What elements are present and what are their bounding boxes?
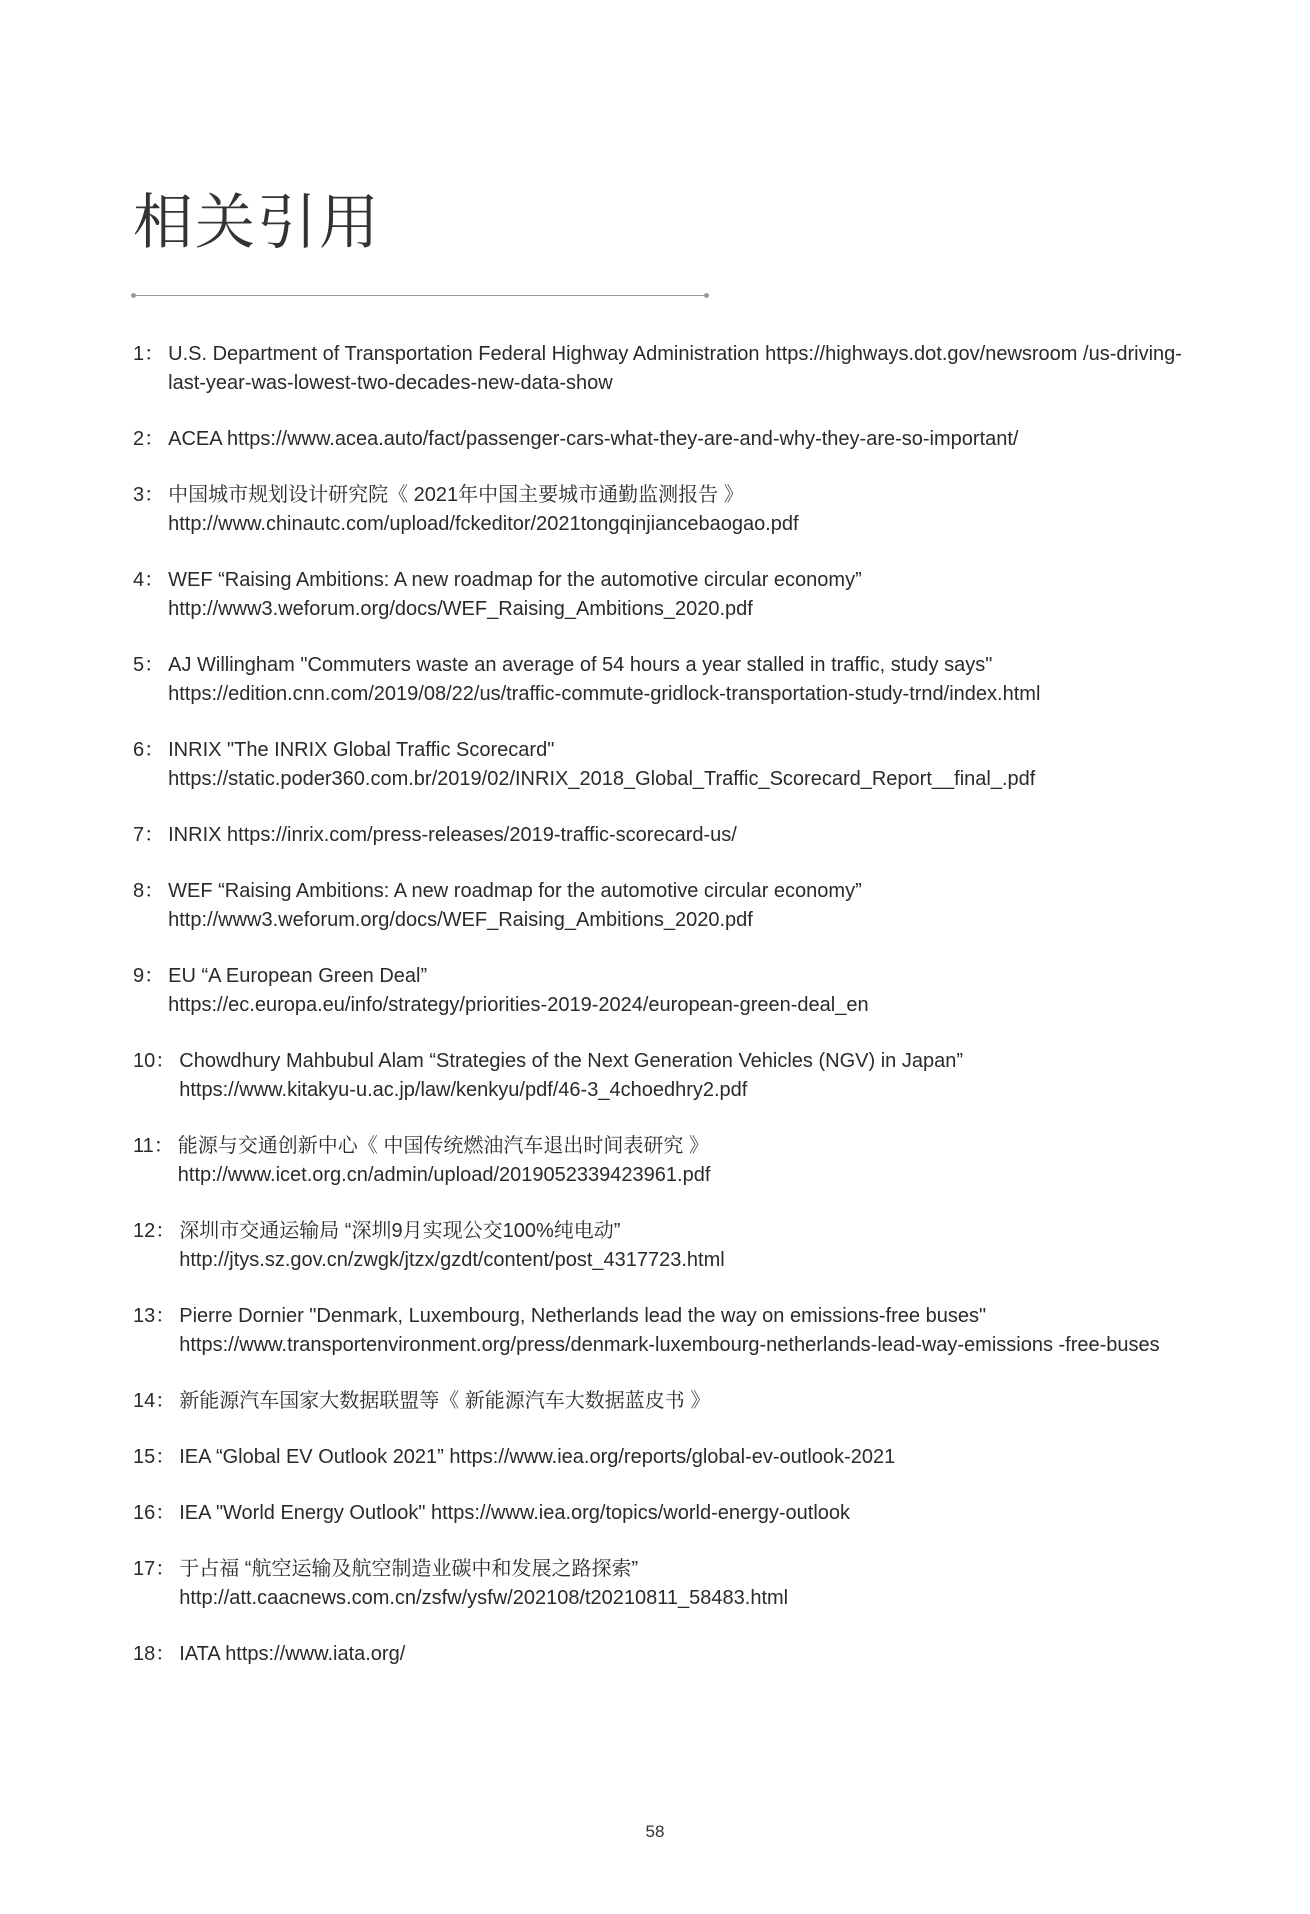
reference-number: 13：: [133, 1305, 176, 1327]
reference-number: 15：: [133, 1446, 176, 1468]
title-divider: [133, 295, 707, 296]
reference-text: 能源与交通创新中心《 中国传统燃油汽车退出时间表研究 》: [177, 1135, 709, 1157]
reference-item-8: [133, 877, 1203, 935]
reference-item-7: [133, 821, 1203, 850]
reference-number: 6：: [133, 739, 165, 761]
reference-item-3: [133, 481, 1203, 539]
reference-item-17: [133, 1555, 1203, 1613]
reference-link[interactable]: http://www3.weforum.org/docs/WEF_Raising_Ambitions_2020.pdf: [168, 598, 753, 620]
reference-link[interactable]: https://ec.europa.eu/info/strategy/priorities-2019-2024/european-green-deal_en: [168, 994, 869, 1016]
reference-item-12: [133, 1217, 1203, 1275]
reference-text[interactable]: ACEA https://www.acea.auto/fact/passenger-cars-what-they-are-and-why-they-are-so-important/: [168, 428, 1019, 450]
reference-item-2: [133, 425, 1203, 454]
reference-link[interactable]: http://att.caacnews.com.cn/zsfw/ysfw/202108/t20210811_58483.html: [179, 1587, 789, 1609]
reference-item-9: [133, 962, 1203, 1020]
reference-item-14: [133, 1387, 1203, 1416]
reference-text: WEF “Raising Ambitions: A new roadmap for the automotive circular economy”: [168, 569, 862, 591]
reference-item-16: [133, 1499, 1203, 1528]
reference-number: 5：: [133, 654, 165, 676]
reference-number: 4：: [133, 569, 165, 591]
reference-number: 17：: [133, 1558, 176, 1580]
reference-number: 18：: [133, 1643, 176, 1665]
reference-link[interactable]: http://www.chinautc.com/upload/fckeditor/2021tongqinjiancebaogao.pdf: [168, 513, 799, 535]
reference-item-18: [133, 1640, 1203, 1669]
reference-text[interactable]: IATA https://www.iata.org/: [179, 1643, 406, 1665]
reference-item-10: [133, 1047, 1203, 1105]
reference-item-6: [133, 736, 1203, 794]
reference-text: Pierre Dornier "Denmark, Luxembourg, Netherlands lead the way on emissions-free buses": [179, 1305, 987, 1327]
reference-number: 8：: [133, 880, 165, 902]
reference-number: 14：: [133, 1390, 176, 1412]
reference-text: 中国城市规划设计研究院《 2021年中国主要城市通勤监测报告 》: [168, 484, 744, 506]
reference-text: 于占福 “航空运输及航空制造业碳中和发展之路探索”: [179, 1558, 639, 1580]
reference-link[interactable]: https://www.kitakyu-u.ac.jp/law/kenkyu/pdf/46-3_4choedhry2.pdf: [179, 1079, 748, 1101]
reference-number: 16：: [133, 1502, 176, 1524]
reference-link[interactable]: http://www.icet.org.cn/admin/upload/2019052339423961.pdf: [177, 1164, 711, 1186]
reference-number: 2：: [133, 428, 165, 450]
page-title: 相关引用: [133, 188, 381, 258]
reference-text: INRIX "The INRIX Global Traffic Scorecard": [168, 739, 555, 761]
reference-item-4: [133, 566, 1203, 624]
reference-number: 7：: [133, 824, 165, 846]
reference-item-11: [133, 1132, 1203, 1190]
reference-text: Chowdhury Mahbubul Alam “Strategies of the Next Generation Vehicles (NGV) in Japan”: [179, 1050, 963, 1072]
reference-item-13: [133, 1302, 1203, 1360]
reference-item-1: [133, 340, 1203, 398]
reference-text[interactable]: INRIX https://inrix.com/press-releases/2019-traffic-scorecard-us/: [168, 824, 737, 846]
reference-link[interactable]: https://edition.cnn.com/2019/08/22/us/traffic-commute-gridlock-transportation-study-trnd/index.html: [168, 683, 1041, 705]
reference-link[interactable]: http://jtys.sz.gov.cn/zwgk/jtzx/gzdt/content/post_4317723.html: [179, 1249, 725, 1271]
reference-text[interactable]: IEA “Global EV Outlook 2021” https://www.iea.org/reports/global-ev-outlook-2021: [179, 1446, 896, 1468]
reference-text: 新能源汽车国家大数据联盟等《 新能源汽车大数据蓝皮书 》: [179, 1390, 711, 1412]
page-number: 58: [645, 1822, 665, 1841]
reference-number: 10：: [133, 1050, 176, 1072]
reference-number: 11：: [133, 1135, 174, 1157]
reference-text[interactable]: IEA "World Energy Outlook" https://www.iea.org/topics/world-energy-outlook: [179, 1502, 851, 1524]
reference-text: WEF “Raising Ambitions: A new roadmap for the automotive circular economy”: [168, 880, 862, 902]
reference-item-15: [133, 1443, 1203, 1472]
reference-number: 12：: [133, 1220, 176, 1242]
reference-text[interactable]: U.S. Department of Transportation Federal Highway Administration https://highways.dot.gov/newsroom /us-driving-last-year-was-lowest-two-decades-new-data-show: [168, 343, 1182, 394]
reference-text: AJ Willingham "Commuters waste an average of 54 hours a year stalled in traffic, study says": [168, 654, 993, 676]
reference-number: 9：: [133, 965, 165, 987]
reference-link[interactable]: https://static.poder360.com.br/2019/02/INRIX_2018_Global_Traffic_Scorecard_Report__final_.pdf: [168, 768, 1036, 790]
reference-list: [133, 340, 1203, 1696]
reference-number: 1：: [133, 343, 165, 365]
reference-text: 深圳市交通运输局 “深圳9月实现公交100%纯电动”: [179, 1220, 621, 1242]
reference-number: 3：: [133, 484, 165, 506]
reference-link[interactable]: http://www3.weforum.org/docs/WEF_Raising_Ambitions_2020.pdf: [168, 909, 753, 931]
reference-text: EU “A European Green Deal”: [168, 965, 428, 987]
reference-link[interactable]: https://www.transportenvironment.org/press/denmark-luxembourg-netherlands-lead-way-emissions -free-buses: [179, 1334, 1160, 1356]
reference-item-5: [133, 651, 1203, 709]
